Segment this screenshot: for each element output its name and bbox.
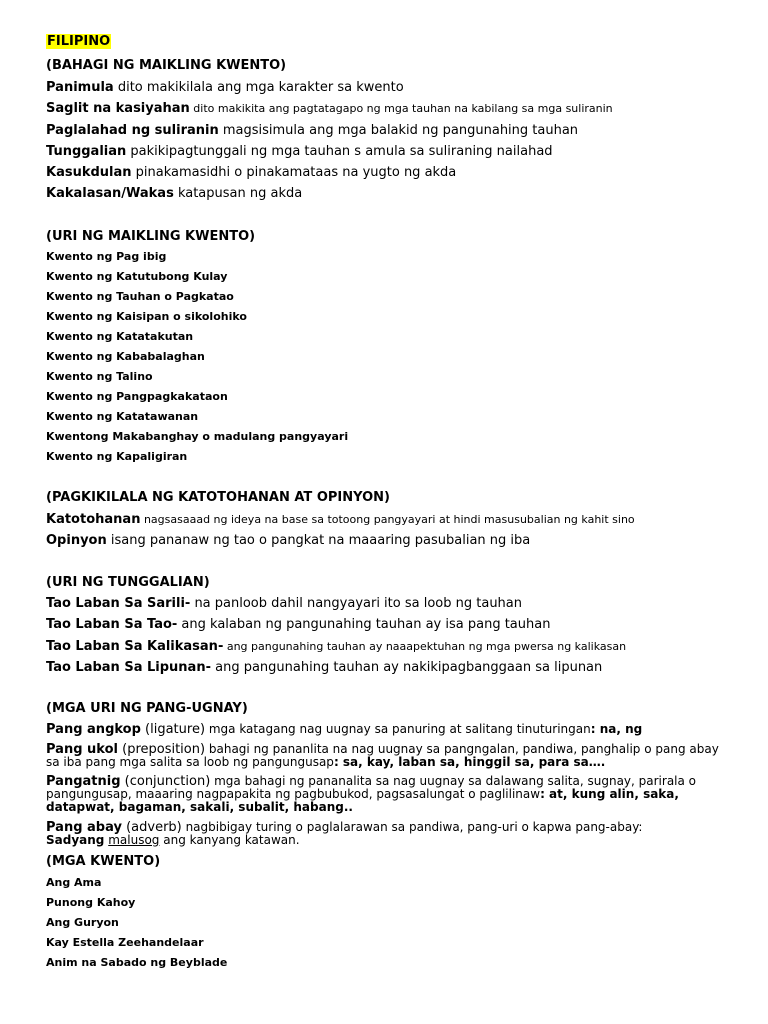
tunggalian-item: Tao Laban Sa Sarili- na panloob dahil nangyayari ito sa loob ng tauhan [46,596,523,611]
bahagi-item: Panimula dito makikilala ang mga karakter sa kwento [46,80,404,95]
uri-kwento-item: Kwento ng Pag ibig [46,250,167,263]
tunggalian-item: Tao Laban Sa Kalikasan- ang pangunahing tauhan ay naaapektuhan ng mga pwersa ng kalikasan [46,639,627,654]
section-heading-katotohanan: (PAGKIKILALA NG KATOTOHANAN AT OPINYON) [46,490,390,505]
bahagi-item: Paglalahad ng suliranin magsisimula ang mga balakid ng pangunahing tauhan [46,123,579,138]
pang-abay-paragraph: Pang abay (adverb) nagbibigay turing o paglalarawan sa pandiwa, pang-uri o kapwa pang-abay: Sadyang malusog ang kanyang katawan. [46,820,643,847]
uri-kwento-item: Kwento ng Kaisipan o sikolohiko [46,310,247,323]
tunggalian-item: Tao Laban Sa Tao- ang kalaban ng pangunahing tauhan ay isa pang tauhan [46,617,551,632]
pang-ukol-paragraph: Pang ukol (preposition) bahagi ng pananlita na nag uugnay sa pangngalan, pandiwa, panghalip o pang abay sa iba pang mga salita sa loob ng pangungusap: sa, kay, laban sa, hinggil sa, para sa…. [46,742,719,769]
section-heading-bahagi: (BAHAGI NG MAIKLING KWENTO) [46,58,287,73]
uri-kwento-item: Kwento ng Katatakutan [46,330,194,343]
doc-title: FILIPINO [47,34,111,49]
kwento-title-item: Kay Estella Zeehandelaar [46,936,204,949]
uri-kwento-item: Kwento ng Talino [46,370,153,383]
bahagi-item: Tunggalian pakikipagtunggali ng mga tauhan s amula sa suliraning nailahad [46,144,553,159]
katotohanan-item: Katotohanan nagsasaaad ng ideya na base sa totoong pangyayari at hindi masusubalian ng kahit sino [46,512,635,527]
bahagi-item: Kakalasan/Wakas katapusan ng akda [46,186,303,201]
uri-kwento-item: Kwento ng Pangpagkakataon [46,390,228,403]
uri-kwento-item: Kwento ng Kapaligiran [46,450,188,463]
uri-kwento-item: Kwentong Makabanghay o madulang pangyayari [46,430,349,443]
bahagi-item: Saglit na kasiyahan dito makikita ang pagtatagapo ng mga tauhan na kabilang sa mga suliranin [46,101,613,116]
section-heading-pang-ugnay: (MGA URI NG PANG-UGNAY) [46,701,248,716]
kwento-title-item: Punong Kahoy [46,896,136,909]
uri-kwento-item: Kwento ng Kababalaghan [46,350,205,363]
section-heading-uri-kwento: (URI NG MAIKLING KWENTO) [46,229,256,244]
kwento-title-item: Ang Ama [46,876,102,889]
section-heading-tunggalian: (URI NG TUNGGALIAN) [46,575,210,590]
uri-kwento-item: Kwento ng Katutubong Kulay [46,270,228,283]
bahagi-item: Kasukdulan pinakamasidhi o pinakamataas na yugto ng akda [46,165,457,180]
kwento-title-item: Anim na Sabado ng Beyblade [46,956,228,969]
kwento-title-item: Ang Guryon [46,916,119,929]
tunggalian-item: Tao Laban Sa Lipunan- ang pangunahing tauhan ay nakikipagbanggaan sa lipunan [46,660,603,675]
uri-kwento-item: Kwento ng Tauhan o Pagkatao [46,290,234,303]
pangatnig-paragraph: Pangatnig (conjunction) mga bahagi ng pananalita sa nag uugnay sa dalawang salita, sugnay, parirala o pangungusap, maaaring nagpapakita ng pagbubukod, pagsasalungat o paglilinaw: at, kung alin, saka, datapwat, bagaman, sakali, subalit, habang.. [46,774,697,814]
uri-kwento-item: Kwento ng Katatawanan [46,410,199,423]
pang-angkop-paragraph: Pang angkop (ligature) mga katagang nag uugnay sa panuring at salitang tinuturingan: na, ng [46,722,643,737]
opinyon-item: Opinyon isang pananaw ng tao o pangkat na maaaring pasubalian ng iba [46,533,531,548]
section-heading-mga-kwento: (MGA KWENTO) [46,854,161,869]
